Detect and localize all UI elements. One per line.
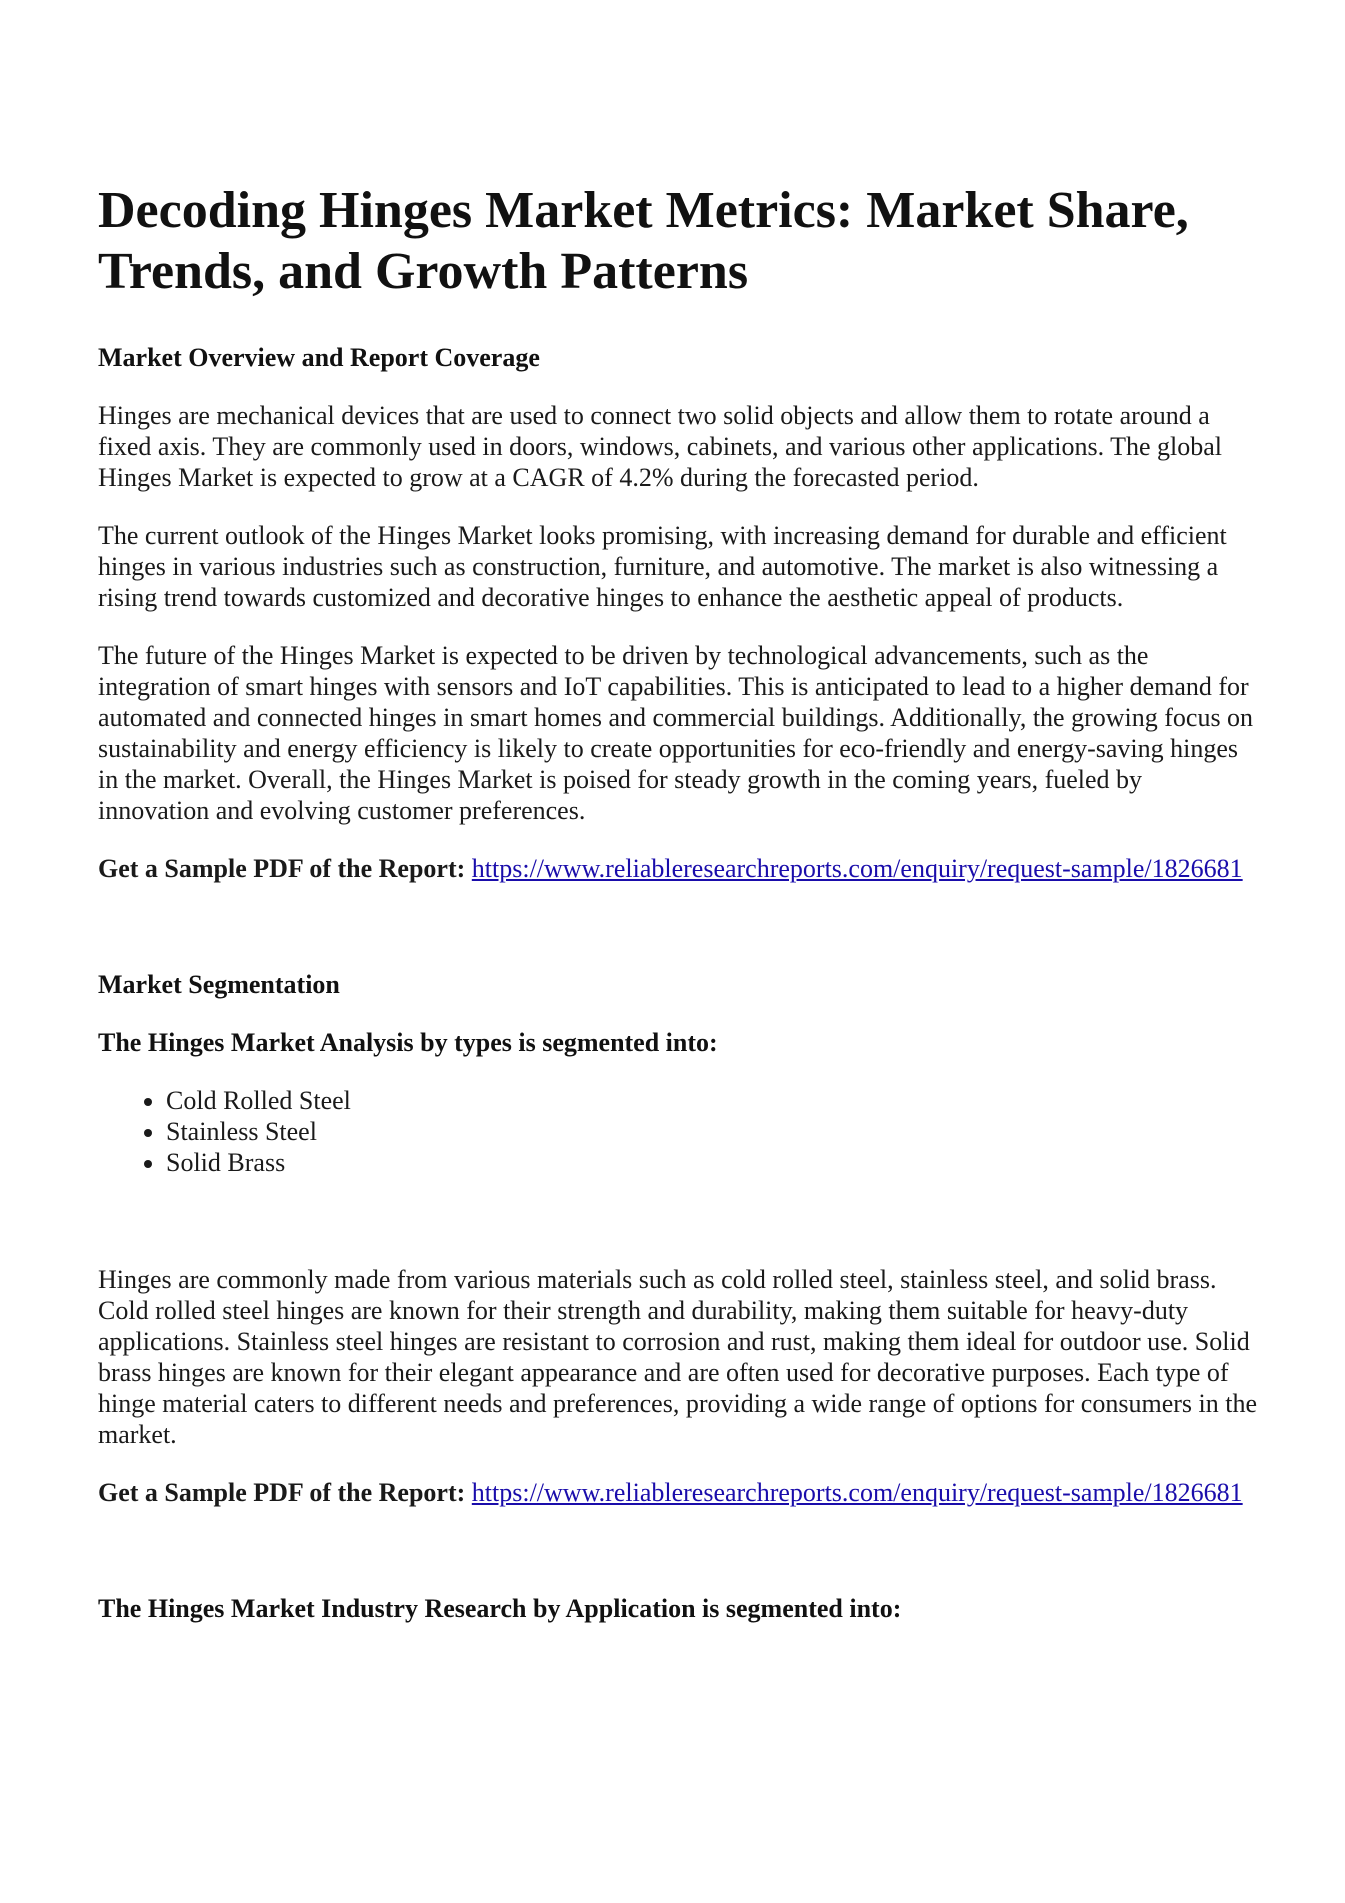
types-paragraph: Hinges are commonly made from various materials such as cold rolled steel, stainless steel, and solid brass. Cold rolled steel hinges are known for their strength and durability, making them suitable for heavy-duty applications. Stainless steel hinges are resistant to corrosion and rust, making them ideal for outdoor use. Solid brass hinges are known for their elegant appearance and are often used for decorative purposes. Each type of hinge material caters to different needs and preferences, providing a wide range of options for consumers in the market.: [98, 1265, 1257, 1449]
overview-paragraph-1: Hinges are mechanical devices that are used to connect two solid objects and allow them to rotate around a fixed axis. They are commonly used in doors, windows, cabinets, and various other applications. The global Hinges Market is expected to grow at a CAGR of 4.2% during the forecasted period.: [98, 401, 1223, 492]
list-item: • Solid Brass: [166, 1147, 1258, 1178]
list-item: • Stainless Steel: [166, 1116, 1258, 1147]
segmentation-heading: Market Segmentation: [98, 970, 340, 999]
types-heading: The Hinges Market Analysis by types is segmented into:: [98, 1028, 718, 1057]
document-page: [98, 180, 1258, 1651]
spacer: [98, 911, 1258, 969]
list-item: • Cold Rolled Steel: [166, 1085, 1258, 1116]
page-title: Decoding Hinges Market Metrics: Market Share, Trends, and Growth Patterns: [98, 182, 1189, 300]
sample-pdf-line: [98, 853, 1258, 884]
overview-heading: Market Overview and Report Coverage: [98, 343, 540, 372]
sample-pdf-label: Get a Sample PDF of the Report:: [98, 1478, 466, 1507]
types-list: [98, 1085, 1258, 1178]
sample-pdf-line: [98, 1477, 1258, 1508]
spacer: [98, 1178, 1258, 1264]
application-heading: The Hinges Market Industry Research by Application is segmented into:: [98, 1594, 902, 1623]
spacer: [98, 1535, 1258, 1593]
sample-pdf-link[interactable]: https://www.reliableresearchreports.com/enquiry/request-sample/1826681: [471, 854, 1243, 883]
sample-pdf-label: Get a Sample PDF of the Report:: [98, 854, 466, 883]
overview-paragraph-3: The future of the Hinges Market is expected to be driven by technological advancements, such as the integration of smart hinges with sensors and IoT capabilities. This is anticipated to lead to a higher demand for automated and connected hinges in smart homes and commercial buildings. Additionally, the growing focus on sustainability and energy efficiency is likely to create opportunities for eco-friendly and energy-saving hinges in the market. Overall, the Hinges Market is poised for steady growth in the coming years, fueled by innovation and evolving customer preferences.: [98, 641, 1254, 825]
sample-pdf-link[interactable]: https://www.reliableresearchreports.com/enquiry/request-sample/1826681: [471, 1478, 1243, 1507]
overview-paragraph-2: The current outlook of the Hinges Market looks promising, with increasing demand for durable and efficient hinges in various industries such as construction, furniture, and automotive. The market is also witnessing a rising trend towards customized and decorative hinges to enhance the aesthetic appeal of products.: [98, 521, 1227, 612]
